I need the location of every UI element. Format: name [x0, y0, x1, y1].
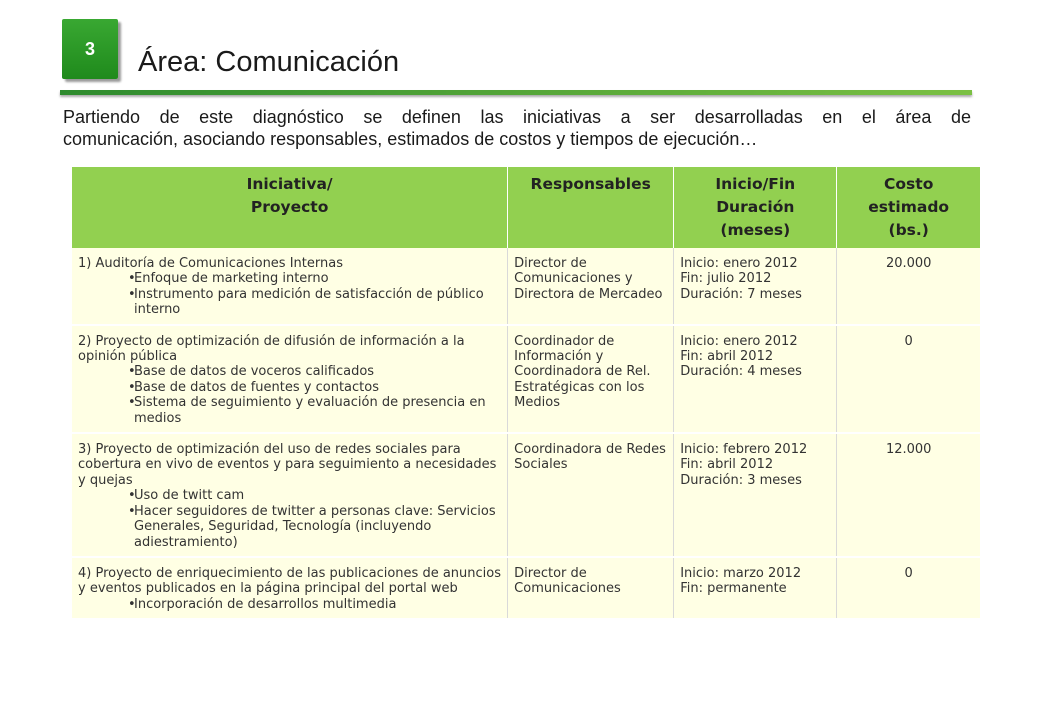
bullet-item: • Hacer seguidores de twitter a personas clave: Servicios Generales, Seguridad, Tecnología (incluyendo adiestramiento)	[134, 504, 501, 550]
header-costo: Costo estimado (bs.)	[837, 167, 980, 248]
cell-iniciativa	[72, 433, 508, 557]
bullet-item: • Incorporación de desarrollos multimedia	[134, 597, 501, 612]
cell-responsables: Coordinadora de Redes Sociales	[508, 433, 674, 557]
table-row	[72, 433, 980, 557]
intro-line: comunicación, asociando responsables, estimados de costos y tiempos de ejecución…	[63, 129, 758, 149]
cell-costo: 0	[837, 325, 980, 433]
cell-fechas: Inicio: enero 2012 Fin: julio 2012 Duración: 7 meses	[674, 248, 837, 325]
slide-number-badge	[62, 19, 118, 79]
project-title: 3) Proyecto de optimización del uso de redes sociales para cobertura en vivo de eventos y para seguimiento a necesidades y quejas	[78, 442, 497, 488]
bullet-item: • Uso de twitt cam	[134, 488, 501, 503]
cell-iniciativa	[72, 248, 508, 325]
cell-iniciativa	[72, 557, 508, 619]
header-inicio-fin: Inicio/Fin Duración (meses)	[674, 167, 837, 248]
bullet-item: • Base de datos de voceros calificados	[134, 364, 501, 379]
bullet-item: • Enfoque de marketing interno	[134, 271, 501, 286]
cell-responsables: Director de Comunicaciones y Directora de Mercadeo	[508, 248, 674, 325]
bullet-list	[78, 271, 501, 317]
bullet-list	[78, 364, 501, 426]
project-title: 1) Auditoría de Comunicaciones Internas	[78, 256, 343, 271]
header-responsables: Responsables	[508, 167, 674, 248]
cell-costo: 0	[837, 557, 980, 619]
table-row	[72, 325, 980, 433]
bullet-item: • Base de datos de fuentes y contactos	[134, 380, 501, 395]
page-title: Área: Comunicación	[138, 46, 400, 78]
cell-responsables: Coordinador de Información y Coordinadora de Rel. Estratégicas con los Medios	[508, 325, 674, 433]
cell-costo: 20.000	[837, 248, 980, 325]
project-title: 2) Proyecto de optimización de difusión de información a la opinión pública	[78, 333, 465, 365]
cell-costo: 12.000	[837, 433, 980, 557]
cell-fechas: Inicio: febrero 2012 Fin: abril 2012 Duración: 3 meses	[674, 433, 837, 557]
bullet-item: • Instrumento para medición de satisfacción de público interno	[134, 287, 501, 318]
bullet-item: • Sistema de seguimiento y evaluación de presencia en medios	[134, 395, 501, 426]
initiatives-table	[72, 167, 980, 620]
table-row	[72, 557, 980, 619]
bullet-list	[78, 597, 501, 612]
cell-responsables: Director de Comunicaciones	[508, 557, 674, 619]
cell-fechas: Inicio: enero 2012 Fin: abril 2012 Duración: 4 meses	[674, 325, 837, 433]
table-header-row	[72, 167, 980, 248]
title-underline	[60, 90, 972, 95]
intro-line: Partiendo de este diagnóstico se definen las iniciativas a ser desarrolladas en el área de	[63, 107, 971, 127]
intro-paragraph	[63, 106, 971, 150]
table-row	[72, 248, 980, 325]
header-iniciativa: Iniciativa/ Proyecto	[72, 167, 508, 248]
slide-number: 3	[84, 38, 95, 59]
cell-fechas: Inicio: marzo 2012 Fin: permanente	[674, 557, 837, 619]
cell-iniciativa	[72, 325, 508, 433]
bullet-list	[78, 488, 501, 550]
project-title: 4) Proyecto de enriquecimiento de las publicaciones de anuncios y eventos publicados en la página principal del portal web	[78, 565, 501, 597]
